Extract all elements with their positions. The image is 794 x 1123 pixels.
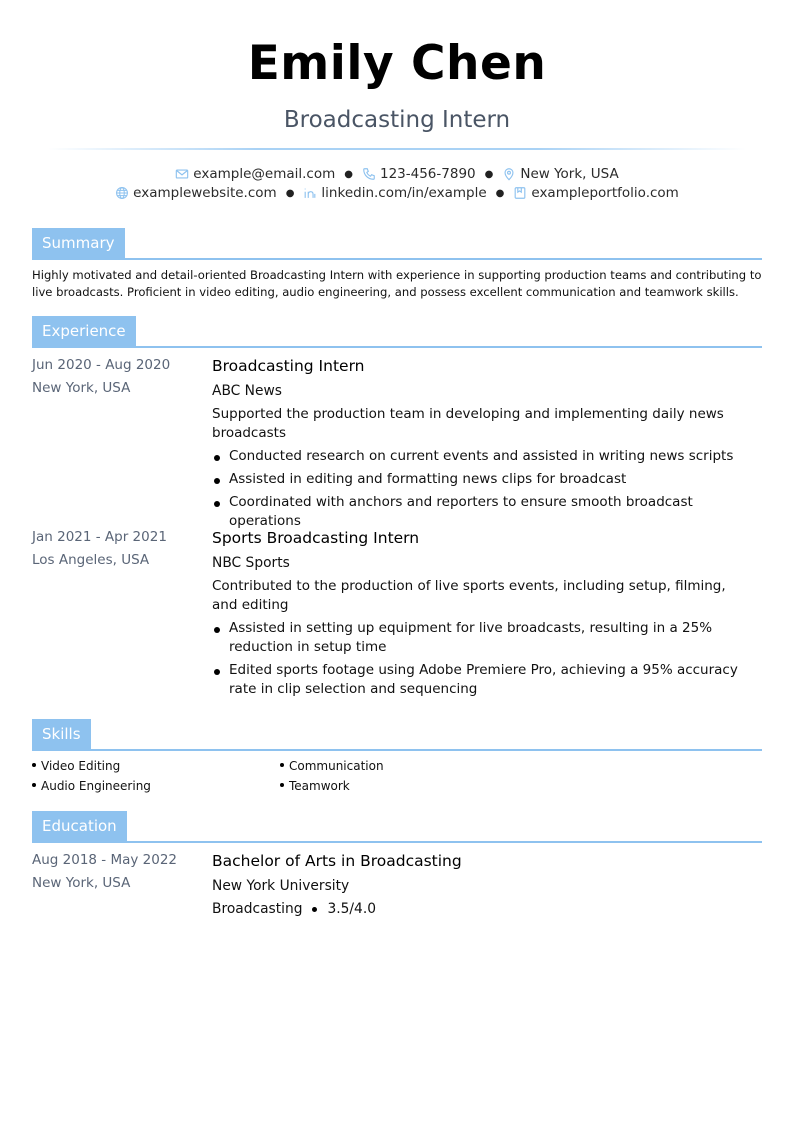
contact-separator: ● (484, 168, 494, 180)
phone-icon (362, 167, 376, 181)
contact-row-secondary (0, 185, 794, 201)
skill-item: Communication (280, 759, 384, 773)
education-separator (312, 907, 317, 912)
contact-phone[interactable] (362, 166, 476, 182)
education-gpa: 3.5/4.0 (327, 901, 377, 917)
summary-heading: Summary (32, 228, 125, 258)
linkedin-icon (303, 186, 317, 200)
skill-item: Teamwork (280, 779, 350, 793)
contact-row-primary (0, 166, 794, 182)
contact-portfolio[interactable] (513, 185, 678, 201)
candidate-role: Broadcasting Intern (283, 107, 511, 133)
location-text: New York, USA (520, 166, 619, 182)
website-text: examplewebsite.com (133, 185, 277, 201)
summary-section-header (32, 228, 762, 260)
experience-section-header (32, 316, 762, 348)
education-school: New York University (212, 878, 350, 894)
contact-website[interactable] (115, 185, 277, 201)
skill-item: Audio Engineering (32, 779, 151, 793)
portfolio-icon (513, 186, 527, 200)
linkedin-text: linkedin.com/in/example (321, 185, 487, 201)
education-degree: Bachelor of Arts in Broadcasting (212, 852, 462, 870)
job-description: Contributed to the production of live sports events, including setup, filming, and editing (212, 578, 726, 613)
location-pin-icon (502, 167, 516, 181)
job-bullet: Coordinated with anchors and reporters to ensure smooth broadcast operations (212, 493, 762, 531)
skills-section-header (32, 719, 762, 751)
job-bullets (212, 447, 762, 535)
job-dates: Jun 2020 - Aug 2020 (32, 357, 171, 373)
globe-icon (115, 186, 129, 200)
header-divider (48, 148, 746, 150)
candidate-name: Emily Chen (247, 36, 547, 91)
job-bullet: Assisted in editing and formatting news clips for broadcast (212, 470, 762, 489)
job-location: Los Angeles, USA (32, 552, 150, 568)
portfolio-text: exampleportfolio.com (531, 185, 679, 201)
summary-text: Highly motivated and detail-oriented Broadcasting Intern with experience in supporting production teams and contributing to live broadcasts. Proficient in video editing, audio engineering, and possess excellent communication and teamwork skills. (32, 268, 762, 299)
skill-item: Video Editing (32, 759, 120, 773)
job-dates: Jan 2021 - Apr 2021 (32, 529, 167, 545)
education-details (212, 901, 376, 917)
job-bullet: Edited sports footage using Adobe Premiere Pro, achieving a 95% accuracy rate in clip selection and sequencing (212, 661, 762, 699)
contact-separator: ● (344, 168, 353, 180)
phone-text: 123-456-7890 (379, 166, 476, 182)
education-dates: Aug 2018 - May 2022 (32, 852, 178, 868)
email-icon (175, 167, 189, 181)
contact-email[interactable] (175, 166, 335, 182)
job-bullet: Conducted research on current events and assisted in writing news scripts (212, 447, 762, 466)
education-section-header (32, 811, 762, 843)
education-field: Broadcasting (212, 901, 303, 917)
job-company: NBC Sports (212, 555, 290, 571)
contact-separator: ● (495, 187, 505, 199)
job-company: ABC News (212, 383, 282, 399)
job-bullet: Assisted in setting up equipment for live broadcasts, resulting in a 25% reduction in setup time (212, 619, 762, 657)
job-title: Sports Broadcasting Intern (212, 529, 420, 547)
email-text: example@email.com (193, 166, 336, 182)
job-bullets (212, 619, 762, 703)
education-location: New York, USA (32, 875, 131, 891)
contact-linkedin[interactable] (303, 185, 486, 201)
experience-heading: Experience (32, 316, 136, 346)
job-description: Supported the production team in developing and implementing daily news broadcasts (212, 406, 724, 441)
job-location: New York, USA (32, 380, 131, 396)
job-title: Broadcasting Intern (212, 357, 365, 375)
contact-separator: ● (285, 187, 295, 199)
skills-heading: Skills (32, 719, 91, 749)
contact-location (502, 166, 618, 182)
education-heading: Education (32, 811, 127, 841)
